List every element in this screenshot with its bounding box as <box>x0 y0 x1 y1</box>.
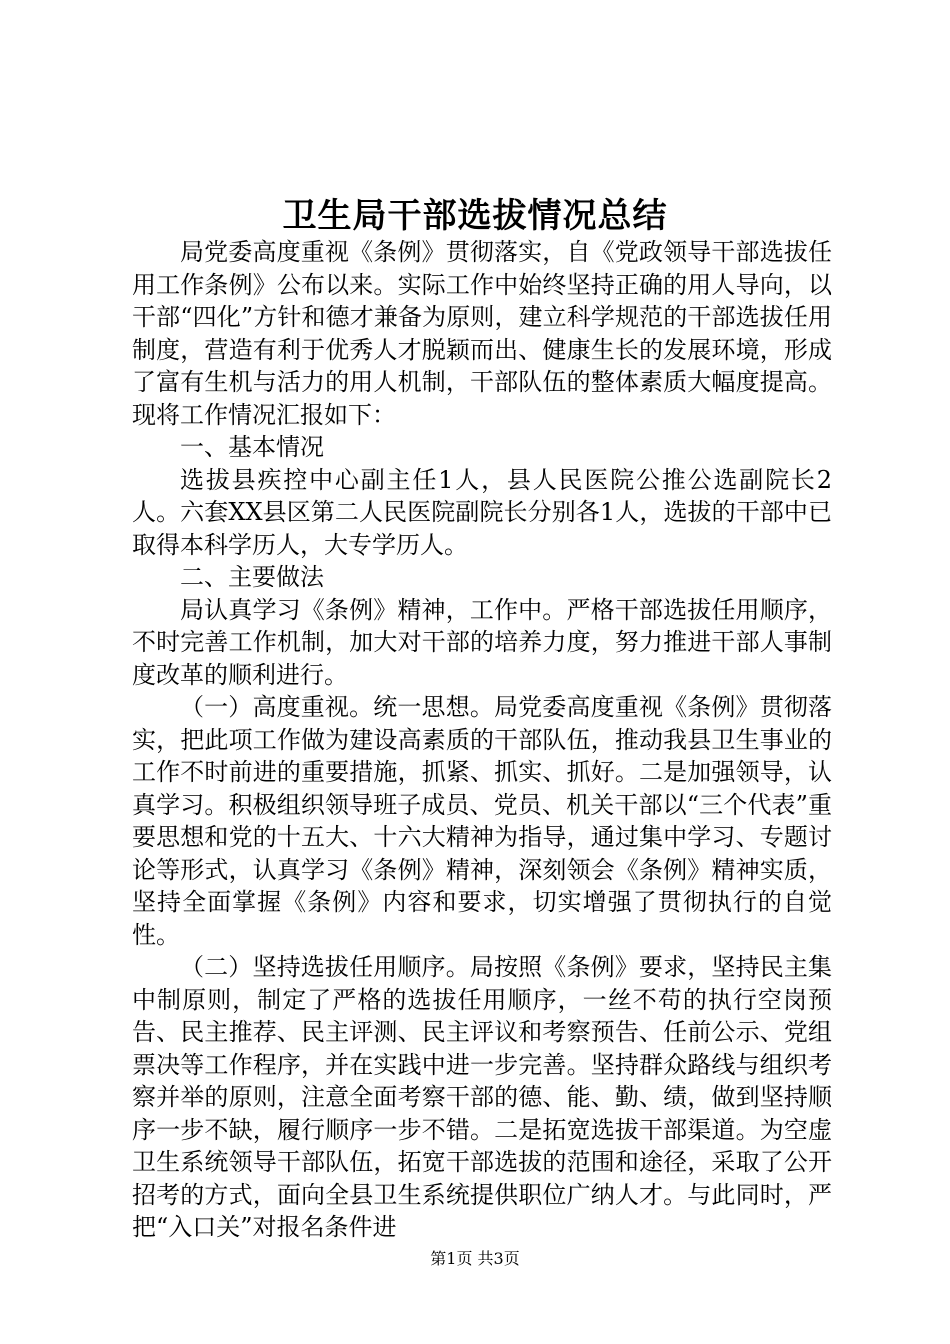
paragraph: 局认真学习《条例》精神，工作中。严格干部选拔任用顺序，不时完善工作机制，加大对干部的培养力度，努力推进干部人事制度改革的顺利进行。 <box>132 595 832 689</box>
paragraph: （一）高度重视。统一思想。局党委高度重视《条例》贯彻落实，把此项工作做为建设高素质的干部队伍，推动我县卫生事业的工作不时前进的重要措施，抓紧、抓实、抓好。二是加强领导，认真学习。积极组织领导班子成员、党员、机关干部以“三个代表”重要思想和党的十五大、十六大精神为指导，通过集中学习、专题讨论等形式，认真学习《条例》精神，深刻领会《条例》精神实质，坚持全面掌握《条例》内容和要求，切实增强了贯彻执行的自觉性。 <box>132 693 832 949</box>
section-heading: 二、主要做法 <box>180 563 324 591</box>
paragraph: （二）坚持选拔任用顺序。局按照《条例》要求，坚持民主集中制原则，制定了严格的选拔任用顺序，一丝不苟的执行空岗预告、民主推荐、民主评测、民主评议和考察预告、任前公示、党组票决等工作程序，并在实践中进一步完善。坚持群众路线与组织考察并举的原则，注意全面考察干部的德、能、勤、绩，做到坚持顺序一步不缺，履行顺序一步不错。二是拓宽选拔干部渠道。为空虚卫生系统领导干部队伍，拓宽干部选拔的范围和途径，采取了公开招考的方式，面向全县卫生系统提供职位广纳人才。与此同时，严把“入口关”对报名条件进 <box>132 953 832 1241</box>
paragraph: 选拔县疾控中心副主任1人，县人民医院公推公选副院长2人。六套XX县区第二人民医院副院长分别各1人，选拔的干部中已取得本科学历人，大专学历人。 <box>132 465 832 559</box>
document-title: 卫生局干部选拔情况总结 <box>282 196 668 236</box>
page-number: 第1页 共3页 <box>430 1249 520 1268</box>
paragraph: 局党委高度重视《条例》贯彻落实，自《党政领导干部选拔任用工作条例》公布以来。实际工作中始终坚持正确的用人导向，以干部“四化”方针和德才兼备为原则，建立科学规范的干部选拔任用制度，营造有利于优秀人才脱颖而出、健康生长的发展环境，形成了富有生机与活力的用人机制，干部队伍的整体素质大幅度提高。现将工作情况汇报如下： <box>132 238 832 429</box>
section-heading: 一、基本情况 <box>180 433 324 461</box>
document-body <box>132 236 832 1244</box>
